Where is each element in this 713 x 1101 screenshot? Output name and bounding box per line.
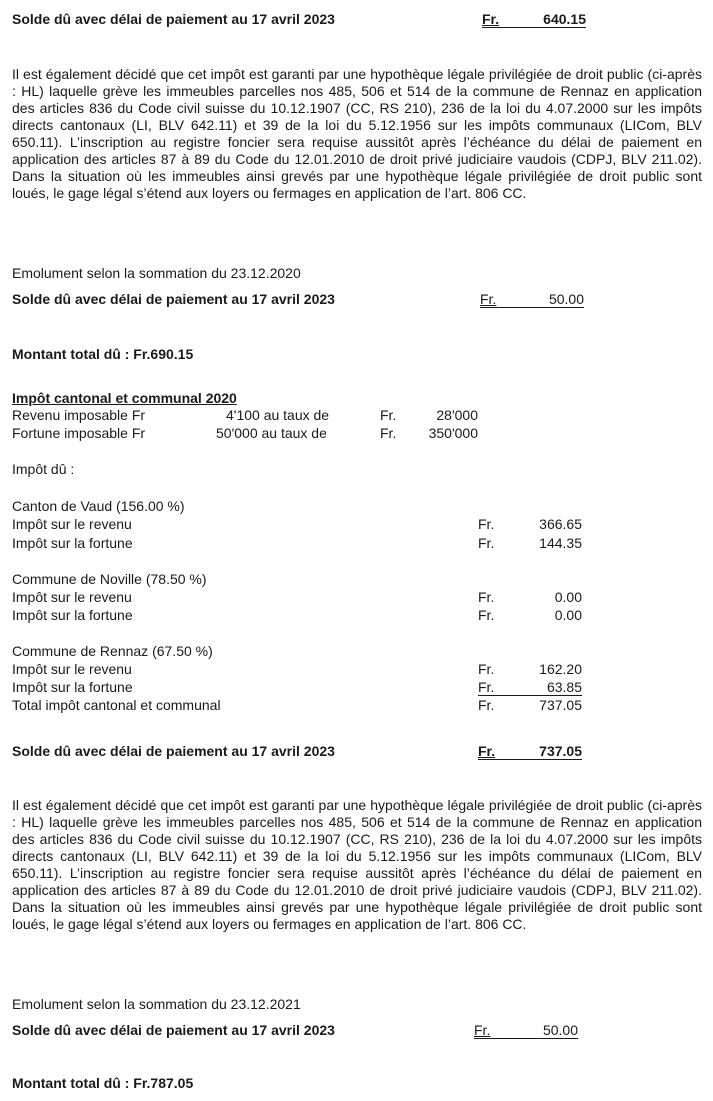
canton-heading: Canton de Vaud (156.00 %) <box>12 498 185 514</box>
rennaz-fortune-label: Impôt sur la fortune <box>12 679 133 695</box>
canton-fortune-currency: Fr. <box>478 535 495 551</box>
emolument-currency-1: Fr. <box>480 291 497 307</box>
fortune-currency: Fr. <box>380 425 397 441</box>
rennaz-revenu-currency: Fr. <box>478 661 495 677</box>
impot-du-label: Impôt dû : <box>12 461 75 477</box>
rennaz-fortune-amount: 63.85 <box>546 679 582 695</box>
total-impot-label: Total impôt cantonal et communal <box>12 697 221 713</box>
revenu-currency: Fr. <box>380 407 397 423</box>
emolument-label-2: Emolument selon la sommation du 23.12.2021 <box>12 996 301 1012</box>
fortune-label: Fortune imposable Fr <box>12 425 146 441</box>
solde-amount-1: 640.15 <box>543 11 586 27</box>
noville-heading: Commune de Noville (78.50 %) <box>12 571 207 587</box>
hl-paragraph-2: Il est également décidé que cet impôt est garanti par une hypothèque légale privilégiée de droit public (ci-après : HL) laquelle grève les immeubles parcelles nos 485, 506 et 514 de la commune de Rennaz en application des articles 836 du Code civil suisse du 10.12.1907 (CC, RS 210), 236 de la loi du 4.07.2000 sur les impôts directs cantonaux (LI, BLV 642.11) et 39 de la loi du 5.12.1956 sur les impôts communaux (LICom, BLV 650.11). L’inscription au registre foncier sera requise aussitôt après l’échéance du délai de paiement en application des articles 87 à 89 du Code du 12.01.2010 de droit privé judiciaire vaudois (CDPJ, BLV 211.02). Dans la situation où les immeubles ainsi grevés par une hypothèque légale privilégiée de droit public sont loués, le gage légal s’étend aux loyers ou fermages en application de l’art. 806 CC. <box>12 797 702 932</box>
revenu-label: Revenu imposable Fr <box>12 407 146 423</box>
emolument-solde-label-2: Solde dû avec délai de paiement au 17 avril 2023 <box>12 1022 335 1038</box>
emolument-amount-2: 50.00 <box>542 1022 578 1038</box>
rennaz-revenu-label: Impôt sur le revenu <box>12 661 132 677</box>
emolument-currency-2: Fr. <box>474 1022 491 1038</box>
solde-amount-2: 737.05 <box>539 743 582 759</box>
noville-fortune-label: Impôt sur la fortune <box>12 607 133 623</box>
noville-revenu-label: Impôt sur le revenu <box>12 589 132 605</box>
canton-revenu-label: Impôt sur le revenu <box>12 516 132 532</box>
fortune-value: 50'000 au taux de <box>216 425 327 441</box>
fortune-taux: 350'000 <box>428 425 478 441</box>
emolument-label-1: Emolument selon la sommation du 23.12.2020 <box>12 265 301 281</box>
revenu-value: 4'100 au taux de <box>226 407 330 423</box>
rennaz-fortune-currency: Fr. <box>478 679 495 695</box>
canton-revenu-currency: Fr. <box>478 516 495 532</box>
noville-revenu-currency: Fr. <box>478 589 495 605</box>
total-du-1: Montant total dû : Fr.690.15 <box>12 346 194 362</box>
emolument-solde-label-1: Solde dû avec délai de paiement au 17 avril 2023 <box>12 291 335 307</box>
rennaz-revenu-amount: 162.20 <box>539 661 582 677</box>
revenu-taux: 28'000 <box>436 407 478 423</box>
canton-fortune-amount: 144.35 <box>539 535 582 551</box>
section-heading: Impôt cantonal et communal 2020 <box>12 390 237 406</box>
solde-currency-2: Fr. <box>478 743 496 759</box>
solde-label-1: Solde dû avec délai de paiement au 17 avril 2023 <box>12 11 335 27</box>
emolument-amount-1: 50.00 <box>548 291 584 307</box>
solde-label-2: Solde dû avec délai de paiement au 17 avril 2023 <box>12 743 335 759</box>
rennaz-heading: Commune de Rennaz (67.50 %) <box>12 643 213 659</box>
total-du-2: Montant total dû : Fr.787.05 <box>12 1075 194 1091</box>
canton-revenu-amount: 366.65 <box>539 516 582 532</box>
total-impot-amount: 737.05 <box>539 697 582 713</box>
noville-fortune-amount: 0.00 <box>554 607 582 623</box>
solde-currency-1: Fr. <box>482 11 500 27</box>
rennaz-fortune-underline <box>478 695 582 696</box>
noville-fortune-currency: Fr. <box>478 607 495 623</box>
noville-revenu-amount: 0.00 <box>554 589 582 605</box>
total-impot-currency: Fr. <box>478 697 495 713</box>
canton-fortune-label: Impôt sur la fortune <box>12 535 133 551</box>
hl-paragraph-1: Il est également décidé que cet impôt est garanti par une hypothèque légale privilégiée de droit public (ci-après : HL) laquelle grève les immeubles parcelles nos 485, 506 et 514 de la commune de Rennaz en application des articles 836 du Code civil suisse du 10.12.1907 (CC, RS 210), 236 de la loi du 4.07.2000 sur les impôts directs cantonaux (LI, BLV 642.11) et 39 de la loi du 5.12.1956 sur les impôts communaux (LICom, BLV 650.11). L’inscription au registre foncier sera requise aussitôt après l’échéance du délai de paiement en application des articles 87 à 89 du Code du 12.01.2010 de droit privé judiciaire vaudois (CDPJ, BLV 211.02). Dans la situation où les immeubles ainsi grevés par une hypothèque légale privilégiée de droit public sont loués, le gage légal s’étend aux loyers ou fermages en application de l’art. 806 CC. <box>12 66 702 201</box>
